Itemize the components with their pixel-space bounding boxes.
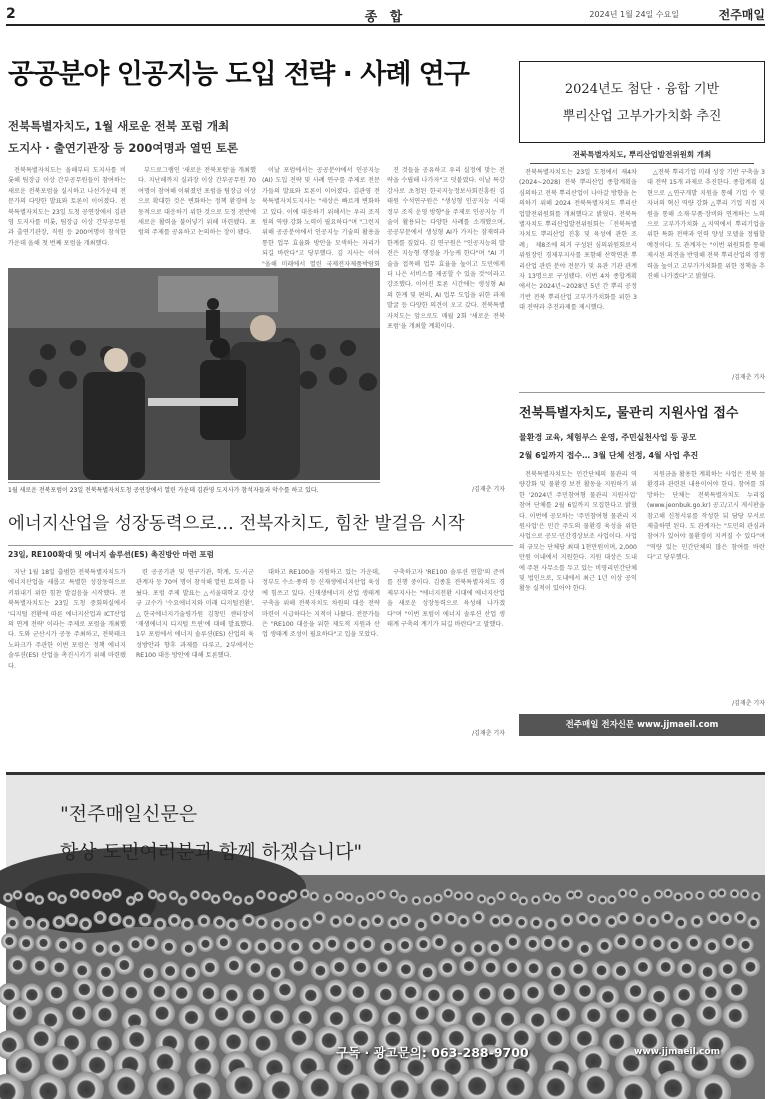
divider <box>530 163 754 164</box>
sunflower <box>387 916 400 929</box>
sunflower <box>309 891 319 901</box>
sunflower <box>359 936 375 952</box>
sunflower <box>216 934 232 950</box>
sunflower <box>557 936 573 952</box>
sunflower <box>143 935 159 951</box>
sunflower <box>161 939 177 955</box>
newspaper-advertisement <box>6 772 765 1096</box>
industry-headline-box <box>519 61 765 143</box>
e-paper-promo-bar: 전주매일 전자신문 www.jjmaeil.com <box>519 714 765 736</box>
sunflower <box>722 1046 754 1078</box>
sunflower <box>740 889 750 899</box>
sunflower <box>546 962 566 982</box>
sunflower <box>200 958 220 978</box>
sunflower <box>222 891 232 901</box>
sunflower <box>573 889 583 899</box>
water-column-1: 전북특별자치도는 민간단체의 물관리 역량강화 및 물환경 보전 활동을 지원하기 위한 '2024년 주민참여형 물관리 지원사업' 참여 단체를 2월 6일까지 모집한다고 밝혔다. 이번에 공모하는 '주민참여형 물관리 지원사업'은 민간 주도의 물환경 육성을 위한 사업으로 공모·민간경상보조 사업이다. 사업의 규모는 단체당 최대 1천만원이며, 2,000만원 이내에서 지원한다. 지원 대상은 도내에 주된 사무소를 두고 있는 비영리민간단체 및 법인으로, 도내에서 최근 1년 이상 공익활동 실적이 있어야 한다. <box>519 470 637 706</box>
sunflower <box>696 1000 722 1026</box>
sunflower <box>721 934 737 950</box>
sunflower <box>722 1003 748 1029</box>
sunflower <box>299 984 322 1007</box>
sunflower <box>226 918 239 931</box>
sunflower <box>211 894 221 904</box>
water-subhead-2: 2월 6일까지 접수… 3월 단체 선정, 4월 사업 추진 <box>519 450 698 461</box>
sunflower <box>661 911 674 924</box>
divider <box>519 392 765 393</box>
sunflower <box>3 893 13 903</box>
sunflower <box>153 918 166 931</box>
sunflower <box>524 959 544 979</box>
sunflower <box>7 1000 33 1026</box>
sunflower <box>97 980 120 1003</box>
sunflower <box>134 892 144 902</box>
sunflower <box>477 894 487 904</box>
water-headline: 전북특별자치도, 물관리 지원사업 접수 <box>519 402 738 421</box>
energy-column-4: 구축하고자 'RE100 솔루션 연합'의 준비를 진행 중이다. 김종훈 전북특별자치도 경제부지사는 "에너지전환 시대에 에너지산업을 새로운 성장동력으로 육성해 나가겠다"며 "이번 포럼이 에너지 솔루션 산업 생태계 구축의 계기가 되길 바란다"고 말했다. <box>387 568 505 726</box>
sunflower <box>330 957 350 977</box>
sunflower <box>560 914 573 927</box>
sunflower <box>34 895 44 905</box>
sunflower <box>690 915 703 928</box>
sunflower <box>481 958 501 978</box>
sunflower <box>500 914 513 927</box>
sunflower <box>605 915 618 928</box>
sunflower <box>35 935 51 951</box>
sunflower <box>649 935 665 951</box>
sunflower <box>274 978 297 1001</box>
water-subhead-1: 물환경 교육, 체험부스 운영, 주민실천사업 등 공모 <box>519 432 696 443</box>
sunflower <box>94 911 107 924</box>
sunflower <box>656 957 676 977</box>
sunflower <box>531 895 541 905</box>
sunflower <box>380 939 396 955</box>
sunflower <box>55 937 71 953</box>
sunflower <box>201 891 211 901</box>
sunflower <box>438 958 458 978</box>
water-byline: /김재춘 기자 <box>647 698 765 707</box>
sunflower <box>279 893 289 903</box>
ad-website: www.jjmaeil.com <box>634 1047 720 1057</box>
sunflower <box>459 956 479 976</box>
main-subhead-1: 전북특별자치도, 1월 새로운 전북 포럼 개최 <box>8 118 229 134</box>
sunflower <box>453 891 463 901</box>
industry-headline-line1: 2024년도 첨단 · 융합 기반 <box>520 78 764 97</box>
section-title: 종 합 <box>6 6 765 25</box>
sunflower <box>308 938 324 954</box>
sunflower <box>311 961 331 981</box>
sunflower <box>313 911 326 924</box>
water-column-2: 지원금을 활용한 계획하는 사업은 전북 물환경과 관련된 내용이어야 한다. 참여를 희망하는 단체는 전북특별자치도 누리집(www.jeonbuk.go.kr) 공고/고시 게시판을 참고해 신청서류를 작성한 뒤 담당 부서로 제출하면 된다. 도 관계자는 "도민의 관심과 참여가 있어야 물환경이 지켜질 수 있다"며 "역량 있는 민간단체의 많은 참여를 바란다"고 당부했다. <box>647 470 765 696</box>
sunflower <box>120 981 143 1004</box>
sunflower <box>289 956 309 976</box>
masthead-logo: 전주매일 <box>719 6 765 23</box>
sunflower <box>30 956 50 976</box>
sunflower <box>673 892 683 902</box>
sunflower <box>717 888 727 898</box>
sunflower <box>415 936 431 952</box>
sunflower <box>47 891 57 901</box>
sunflower <box>550 1001 576 1027</box>
sunflower <box>423 895 433 905</box>
sunflower <box>284 1023 313 1052</box>
sunflower <box>96 962 116 982</box>
sunflower <box>707 911 720 924</box>
sunflower <box>373 957 393 977</box>
sunflower <box>256 890 266 900</box>
sunflower <box>540 1024 569 1053</box>
sunflower <box>178 896 188 906</box>
sunflower <box>255 916 268 929</box>
sunflower <box>246 958 266 978</box>
sunflower <box>44 1046 76 1078</box>
sunflower <box>148 980 171 1003</box>
sunflower <box>242 914 255 927</box>
sunflower <box>698 962 718 982</box>
sunflower <box>102 892 112 902</box>
sunflower <box>587 894 597 904</box>
sunflower <box>725 978 748 1001</box>
sunflower <box>209 1001 235 1027</box>
sunflower <box>45 981 68 1004</box>
sunflower <box>366 892 376 902</box>
sunflower <box>343 914 356 927</box>
sunflower <box>522 981 545 1004</box>
sunflower <box>496 891 506 901</box>
sunflower <box>548 978 571 1001</box>
sunflower <box>718 959 738 979</box>
sunflower <box>443 888 453 898</box>
sunflower <box>138 913 151 926</box>
ad-contact: 구독 · 광고문의: 063-288-9700 <box>336 1043 529 1061</box>
sunflower <box>409 1000 435 1026</box>
sunflower <box>264 1004 290 1030</box>
forum-photo-image <box>8 268 380 480</box>
sunflower <box>741 957 761 977</box>
sunflower <box>355 895 365 905</box>
sunflower <box>433 893 443 903</box>
sunflower <box>730 889 740 899</box>
sunflower <box>57 894 67 904</box>
main-subhead-2: 도지사 · 출연기관장 등 200여명과 열띤 토론 <box>8 140 238 156</box>
sunflower <box>505 934 521 950</box>
sunflower <box>704 938 720 954</box>
sunflower <box>624 980 647 1003</box>
sunflower <box>389 889 399 899</box>
main-article-column-2: 부드로그램인 '새로운 전북포럼'을 개최했다. 지난해까지 실과장 이상 간부공무원 70여명이 참여해 이뤄졌던 포럼을 팀장급 이상으로 확대한 것은 변화하는 정책 환경에 능동적으로 대응하기 위한 것으로 도정 전반에 새로운 활력을 불어넣기 위해 마련됐다. 포럼의 주제를 공유하고 논의하는 장이 됐다. <box>138 166 256 264</box>
sunflower <box>66 1000 92 1026</box>
sunflower <box>65 913 78 926</box>
sunflower <box>588 914 601 927</box>
industry-headline-line2: 뿌리산업 고부가가치화 추진 <box>520 105 764 124</box>
sunflower <box>335 891 345 901</box>
sunflower <box>73 978 96 1001</box>
sunflower <box>677 959 697 979</box>
sunflower <box>374 983 397 1006</box>
sunflower <box>112 888 122 898</box>
sunflower <box>270 938 286 954</box>
sunflower <box>92 889 102 899</box>
sunflower <box>414 918 427 931</box>
sunflower <box>450 940 466 956</box>
industry-column-1: 전북특별자치도는 23일 도청에서 제4차(2024~2028) 전북 뿌리산업 종합계획을 심의하고 전북 뿌리산업이 나아갈 방향을 논의하기 위해 2024 전북특별자치도 뿌리산업발전위원회를 개최했다고 밝혔다. 전북특별자치도 뿌리산업발전위원회는 「전북특별자치도 뿌리산업 진흥 및 육성에 관한 조례」 제8조에 의거 구성된 심의위원회로서 위원장인 경제부지사를 포함해 산학연관 뿌리산업 관련 분야 전문가 및 유관 기관 관계자 13명으로 구성됐다. 이번 4차 종합계획에서는 2024년~2028년 5년 간 뿌리 공정 기반 전북 뿌리산업 고부가가치화를 위한 3대 전략과 추진과제를 제시했다. <box>519 168 637 380</box>
sunflower <box>344 892 354 902</box>
sunflower <box>411 896 421 906</box>
main-article-column-4: 진 것들을 공유하고 우리 실정에 맞는 전략을 수립해 나가자"고 덧붙였다. 이날 특강 강사로 초청된 한국지능정보사회진흥원 김태원 수석연구원은 "생성형 인공지능 시대 정부 조직 운영 방향"을 주제로 인공지능 기술이 활용되는 다양한 사례를 소개했으며, 공공부문에서 생성형 AI가 가지는 잠재력과 한계를 짚었다. 김 연구원은 "인공지능의 발전은 지능형 행정을 가능케 한다"며 "AI 기술을 접목해 업무 효율을 높이고 도민에게 더 나은 서비스를 제공할 수 있을 것"이라고 강조했다. 이어진 토론 시간에는 생성형 AI의 한계 및 편의, AI 업무 도입을 위한 과제 발굴 등 다양한 의견이 오고 갔다. 전북특별자치도는 앞으로도 매월 2회 '새로운 전북 포럼'을 개최할 계획이다. <box>387 166 505 480</box>
sunflower <box>734 911 747 924</box>
energy-column-1: 지난 1월 18일 출범한 전북특별자치도가 에너지산업을 새롭고 특별한 성장동력으로 키워내기 위한 힘찬 발걸음을 시작했다. 전북특별자치도는 23일 도청 중회의실에서 '디지털 전환에 따른 에너지산업과 ICT산업의 연계 전략' 이라는 주제로 포럼을 개최했다. 도와 군산시가 공동 주최하고, 전북테크노파크가 주관한 이번 포럼은 정책 에너지 솔루션(ES) 산업을 촉진시키기 위해 마련됐다. <box>8 568 126 736</box>
sunflower <box>181 963 201 983</box>
sunflower <box>236 1004 262 1030</box>
sunflower <box>552 894 562 904</box>
sunflower <box>122 915 135 928</box>
sunflower <box>444 912 457 925</box>
sunflower <box>8 955 28 975</box>
sunflower <box>50 958 70 978</box>
sunflower <box>13 890 23 900</box>
sunflower <box>598 895 608 905</box>
sunflower <box>592 961 612 981</box>
sunflower <box>530 916 543 929</box>
sunflower <box>431 934 447 950</box>
sunflower <box>473 982 496 1005</box>
sunflower <box>737 937 753 953</box>
sunflower <box>577 941 593 957</box>
sunflower <box>71 938 87 954</box>
sunflower <box>287 939 303 955</box>
photo-caption: 1월 새로운 전북포럼이 23일 전북특별자치도청 공연장에서 열린 가운데 김관영 도지사가 참석자들과 악수를 하고 있다. <box>8 482 380 494</box>
sunflower <box>181 941 197 957</box>
sunflower <box>271 918 284 931</box>
sunflower <box>674 916 687 929</box>
industry-byline: /김재춘 기자 <box>647 372 765 381</box>
sunflower <box>169 890 179 900</box>
sunflower <box>244 895 254 905</box>
sunflower <box>92 940 108 956</box>
sunflower <box>323 893 333 903</box>
sunflower <box>663 888 673 898</box>
energy-headline: 에너지산업을 성장동력으로… 전북자치도, 힘찬 발걸음 시작 <box>8 510 513 546</box>
sunflower <box>486 896 496 906</box>
sunflower <box>22 916 35 929</box>
sunflower <box>576 912 589 925</box>
main-headline: 공공분야 인공지능 도입 전략 · 사례 연구 <box>8 58 508 92</box>
issue-date: 2024년 1월 24일 수요일 <box>589 9 679 20</box>
energy-column-2: 련 공공기관 및 연구기관, 학계, 도·시군 관계자 등 70여 명이 참석해 열띤 토의를 나눴다. 포럼 주제 발표는 △서울대학교 강상규 교수가 '수요에너지와 미래 디지털전환', △한국에너지기술평가원 김창민 센터장이 '재생에너지 디지털 트윈'에 대해 발표했다. 1부 포럼에서 에너지 솔루션(ES) 산업의 육성방안과 향후 과제를 다루고, 2부에서는 RE100 대응 방안에 대해 토론했다. <box>136 568 254 736</box>
sunflower <box>430 912 443 925</box>
sunflower <box>224 956 244 976</box>
energy-byline: /김재춘 기자 <box>387 728 505 737</box>
sunflower <box>610 1003 636 1029</box>
sunflower <box>418 963 438 983</box>
sunflower <box>299 917 312 930</box>
sunflower <box>637 1002 663 1028</box>
sunflower <box>396 960 416 980</box>
sunflower <box>127 936 143 952</box>
sunflower <box>487 940 503 956</box>
sunflower <box>633 957 653 977</box>
sunflower <box>464 891 474 901</box>
sunflower <box>324 936 340 952</box>
sunflower <box>347 981 370 1004</box>
sunflower <box>168 914 181 927</box>
sunflower <box>542 892 552 902</box>
sunflower <box>719 912 732 925</box>
sunflower <box>157 892 167 902</box>
sunflower <box>247 983 270 1006</box>
sunflower <box>518 896 528 906</box>
sunflower <box>197 982 220 1005</box>
sunflower <box>213 916 226 929</box>
sunflower <box>673 983 696 1006</box>
sunflower <box>197 914 210 927</box>
sunflower <box>254 939 270 955</box>
sunflower <box>324 979 347 1002</box>
sunflower <box>358 917 371 930</box>
main-article-column-1: 전북특별자치도는 올해부터 도지사를 비롯해 팀장급 이상 간부공무원들이 참여하는 새로운 전북포럼을 실시하고 나선가운데 전문가의 다양한 발표와 토론이 이어졌다. 전북특별자치도는 23일 도청 공연장에서 김관영 도지사를 비롯, 팀장급 이상 간부공무원과 출연기관장, 직원 등 200여명이 참석한 가운데 올해 첫 번째 포럼을 개최했다. <box>8 166 126 264</box>
sunflower <box>149 1000 175 1026</box>
sunflower <box>574 980 597 1003</box>
sunflower <box>611 961 631 981</box>
sunflower <box>616 912 629 925</box>
sunflower <box>525 936 541 952</box>
sunflower <box>398 894 408 904</box>
sunflower <box>179 1005 205 1031</box>
sunflower <box>148 890 158 900</box>
industry-subhead: 전북특별자치도, 뿌리산업발전위원회 개최 <box>519 149 765 160</box>
sunflower <box>376 890 386 900</box>
sunflower <box>398 913 411 926</box>
sunflower <box>515 916 528 929</box>
sunflower <box>25 892 35 902</box>
sunflower <box>115 955 135 975</box>
sunflower <box>397 937 413 953</box>
sunflower <box>300 889 310 899</box>
sunflower <box>618 888 628 898</box>
main-article-byline: /김재춘 기자 <box>387 484 505 493</box>
sunflower <box>52 916 65 929</box>
sunflower <box>267 891 277 901</box>
industry-column-2: △전북 뿌리기업 미래 성장 기반 구축을 3대 전략 15개 과제로 추진한다. 종합계획 실현으로 △연구개발 지원을 통해 기업 수 및 자녀의 혁신 역량 강화 △뿌리 기업 직접 지원을 통해 소재·부품·장비와 연계하는 노력으로 고부가가치화 △지역에서 뿌리기업을 위한 특화 전략과 인력 양성 모델을 정립할 예정이다. 도 관계자는 "이번 위원회를 통해 제시된 의견을 반영해 전북 뿌리산업의 경쟁력을 높이고 고부가가치화를 위한 정책을 추진해 나가겠다"고 밝혔다. <box>647 168 765 370</box>
sunflower <box>80 890 90 900</box>
sunflower <box>36 918 49 931</box>
page-number: 2 <box>6 6 16 22</box>
sunflower <box>613 933 629 949</box>
sunflower <box>695 890 705 900</box>
sunflower <box>686 935 702 951</box>
sunflower <box>79 917 92 930</box>
ad-slogan-line2: 항상 도민여러분과 함께 하겠습니다" <box>60 837 362 864</box>
sunflower <box>18 935 34 951</box>
sunflower <box>343 937 359 953</box>
sunflower <box>631 934 647 950</box>
sunflower <box>596 938 612 954</box>
sunflower <box>545 918 558 931</box>
sunflower <box>457 915 470 928</box>
sunflower <box>236 938 252 954</box>
sunflower <box>160 961 180 981</box>
sunflower <box>197 936 213 952</box>
sunflower <box>647 915 660 928</box>
page-header <box>6 4 765 26</box>
sunflower <box>181 918 194 931</box>
sunflower <box>568 959 588 979</box>
sunflower <box>139 963 159 983</box>
sunflower <box>108 940 124 956</box>
sunflower <box>502 958 522 978</box>
sunflower <box>509 892 519 902</box>
energy-subhead: 23일, RE100확대 및 에너지 솔루션(ES) 촉진방안 마련 포럼 <box>8 549 214 560</box>
forum-photo <box>8 268 380 480</box>
sunflower <box>628 888 638 898</box>
sunflower <box>653 889 663 899</box>
sunflower <box>747 916 760 929</box>
sunflower <box>232 895 242 905</box>
sunflower <box>371 914 384 927</box>
sunflower <box>607 895 617 905</box>
sunflower <box>498 983 521 1006</box>
sunflower <box>1 933 17 949</box>
sunflower <box>6 917 19 930</box>
sunflower <box>540 935 556 951</box>
ad-slogan-line1: "전주매일신문은 <box>60 799 197 826</box>
sunflower <box>284 918 297 931</box>
sunflower <box>170 982 193 1005</box>
sunflower <box>666 937 682 953</box>
sunflower <box>92 1002 118 1028</box>
sunflower <box>683 891 693 901</box>
main-article-column-3: 이날 포럼에서는 공공분야에서 인공지능(AI) 도입 전략 및 사례 연구를 주제로 전문가들의 발표와 토론이 이어졌다. 김관영 전북특별자치도지사는 "세상은 빠르게 변화하고 있다. 이에 대응하기 위해서는 우리 조직원의 역량 강화 노력이 필요하다"며 "그런지 위해 공공분야에서 인공지능 기술의 활용을 통한 업무 효율화 방안을 모색하는 자리가 되길 바란다"고 당부했다. 김 지사는 이어 "올해 미래에서 열린 국제전자제품박람회 <box>262 166 380 264</box>
sunflower <box>632 912 645 925</box>
sunflower <box>641 895 651 905</box>
energy-column-3: 대하고 RE100을 지원하고 있는 가운데, 정부도 수소·풍력 등 신재생에너지산업 육성에 힘쓰고 있다. 신재생에너지 산업 생태계 구축을 위해 전북자치도 차원의 대응 전략 마련이 시급하다는 지적이 나왔다. 전문가들은 "RE100 대응을 위한 제도적 지원과 산업 생태계 조성이 필요하다"고 입을 모았다. <box>262 568 380 736</box>
sunflower <box>399 981 422 1004</box>
sunflower <box>288 890 298 900</box>
sunflower <box>190 890 200 900</box>
sunflower <box>470 940 486 956</box>
sunflower <box>70 889 80 899</box>
sunflower <box>351 958 371 978</box>
sunflower <box>72 961 92 981</box>
sunflower <box>708 889 718 899</box>
sunflower <box>329 915 342 928</box>
sunflower <box>108 913 121 926</box>
sunflower <box>472 911 485 924</box>
sunflower <box>751 891 761 901</box>
